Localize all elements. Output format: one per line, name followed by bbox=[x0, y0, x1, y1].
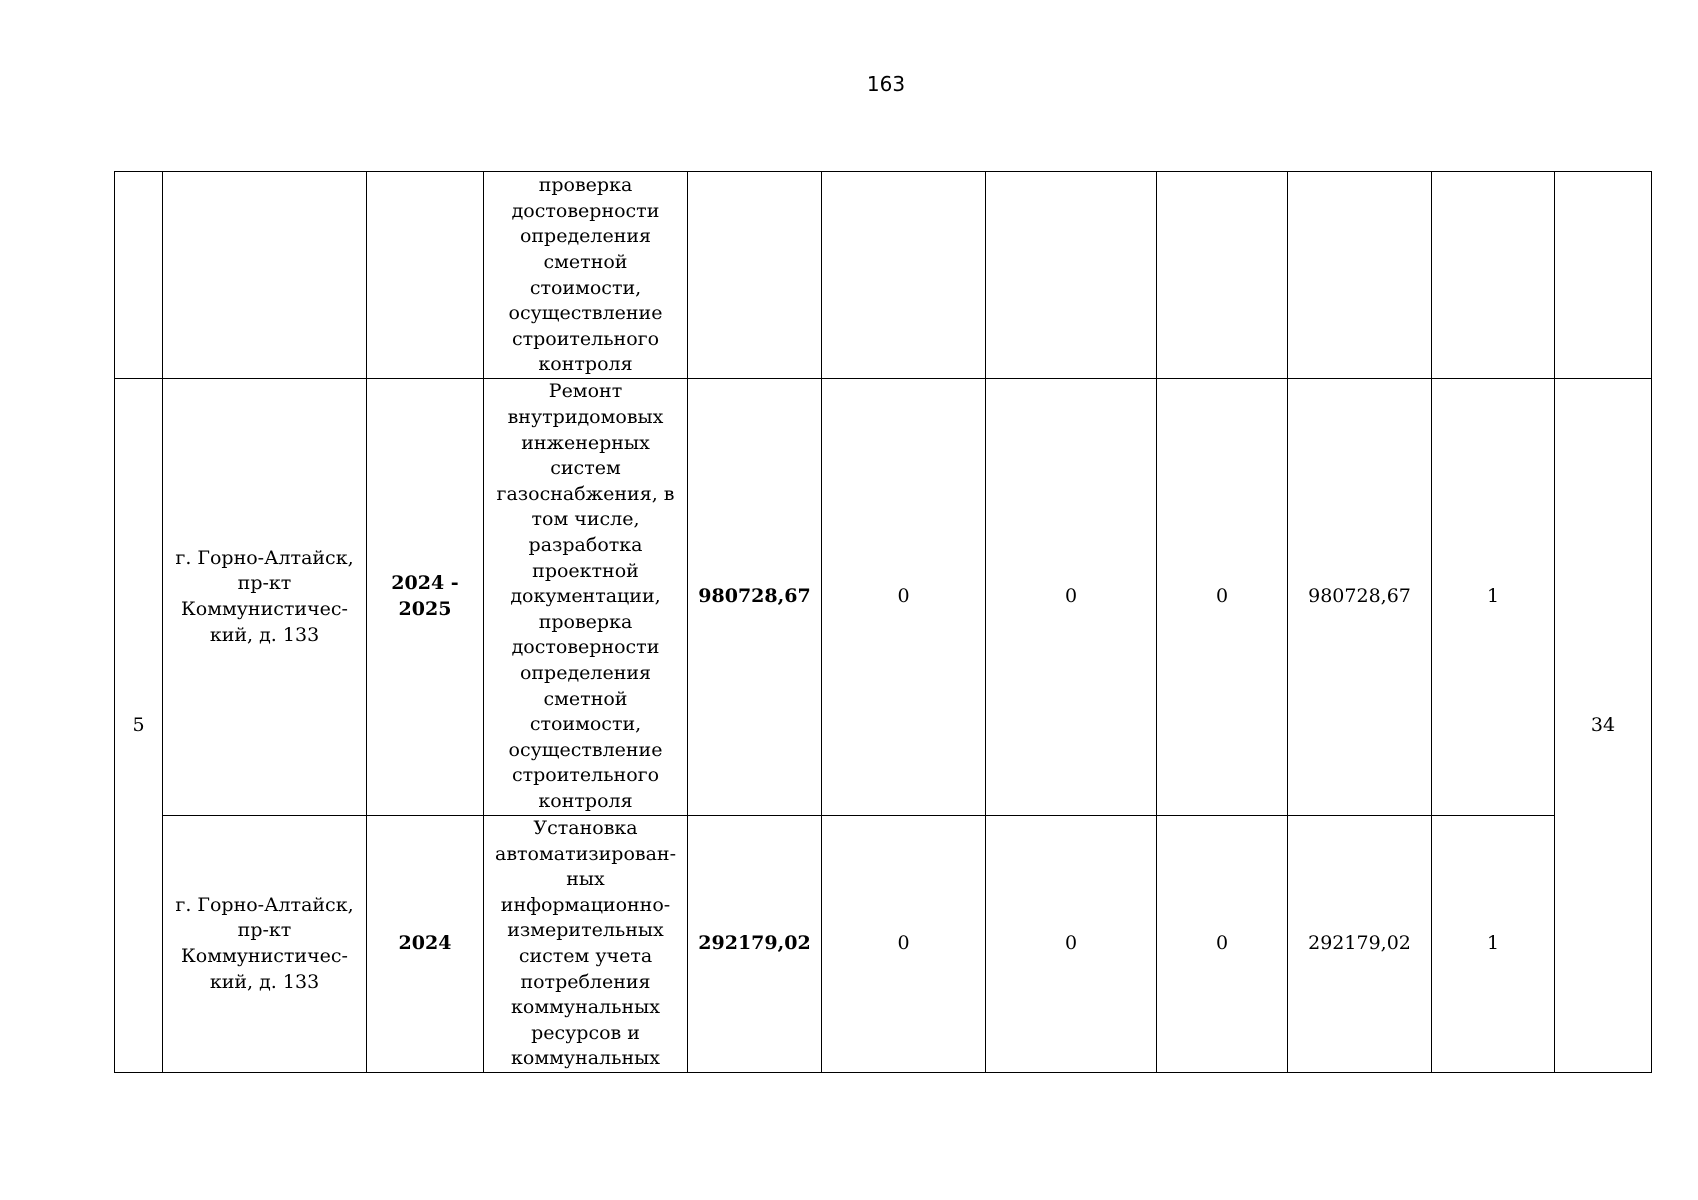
table-row bbox=[115, 172, 1652, 379]
period-cell bbox=[367, 816, 484, 1073]
address-cell bbox=[163, 816, 367, 1073]
work-type-text: проверка достоверности определения сметной стоимости, осуществление строительного контроля bbox=[508, 174, 663, 376]
amount-cell bbox=[1157, 172, 1288, 379]
item-number-cell bbox=[115, 379, 163, 1073]
total-value: 292179,02 bbox=[698, 932, 811, 955]
count-value: 1 bbox=[1486, 932, 1500, 955]
count-cell bbox=[1432, 816, 1555, 1073]
amount-cell bbox=[986, 816, 1157, 1073]
count-value: 1 bbox=[1486, 585, 1500, 608]
page-number: 163 bbox=[866, 72, 906, 96]
amount-value: 0 bbox=[897, 932, 910, 955]
address-cell bbox=[163, 172, 367, 379]
amount-cell bbox=[1288, 172, 1432, 379]
table-row bbox=[115, 379, 1652, 816]
amount-cell bbox=[1157, 816, 1288, 1073]
period-cell bbox=[367, 379, 484, 816]
last-cell bbox=[1555, 172, 1652, 379]
amount-value: 292179,02 bbox=[1308, 932, 1411, 955]
total-cell bbox=[688, 816, 822, 1073]
amount-value: 0 bbox=[1064, 932, 1078, 955]
amount-value: 980728,67 bbox=[1308, 585, 1411, 608]
amount-value: 0 bbox=[1064, 585, 1078, 608]
amount-cell bbox=[986, 172, 1157, 379]
amount-value: 0 bbox=[1215, 932, 1229, 955]
amount-cell bbox=[822, 172, 986, 379]
amount-cell bbox=[1288, 379, 1432, 816]
table-row bbox=[115, 816, 1652, 1073]
period-text: 2024 bbox=[398, 932, 452, 955]
work-type-text: Ремонт внутридомовых инженерных систем газоснабжения, в том числе, разработка проектной документации, проверка достоверности определения сметной стоимости, осуществление строительного контроля bbox=[496, 380, 675, 812]
amount-cell bbox=[1288, 816, 1432, 1073]
item-number-cell bbox=[115, 172, 163, 379]
amount-cell bbox=[1157, 379, 1288, 816]
last-value: 34 bbox=[1590, 713, 1616, 736]
amount-cell bbox=[822, 379, 986, 816]
period-cell bbox=[367, 172, 484, 379]
work-type-cell bbox=[484, 816, 688, 1073]
address-text: г. Горно-Алтайск, пр-кт Коммунистичес- кий, д. 133 bbox=[175, 893, 354, 993]
last-cell bbox=[1555, 379, 1652, 1073]
period-text: 2024 - 2025 bbox=[391, 572, 459, 620]
program-table bbox=[114, 171, 1652, 1073]
amount-cell bbox=[986, 379, 1157, 816]
item-number: 5 bbox=[132, 713, 145, 736]
count-cell bbox=[1432, 172, 1555, 379]
amount-value: 0 bbox=[897, 585, 910, 608]
work-type-cell bbox=[484, 379, 688, 816]
work-type-cell bbox=[484, 172, 688, 379]
total-cell bbox=[688, 379, 822, 816]
address-text: г. Горно-Алтайск, пр-кт Коммунистичес- кий, д. 133 bbox=[175, 546, 354, 646]
total-value: 980728,67 bbox=[698, 585, 811, 608]
total-cell bbox=[688, 172, 822, 379]
address-cell bbox=[163, 379, 367, 816]
amount-cell bbox=[822, 816, 986, 1073]
work-type-text: Установка автоматизирован- ных информационно- измерительных систем учета потребления коммунальных ресурсов и коммунальных bbox=[495, 817, 676, 1070]
amount-value: 0 bbox=[1215, 585, 1229, 608]
count-cell bbox=[1432, 379, 1555, 816]
